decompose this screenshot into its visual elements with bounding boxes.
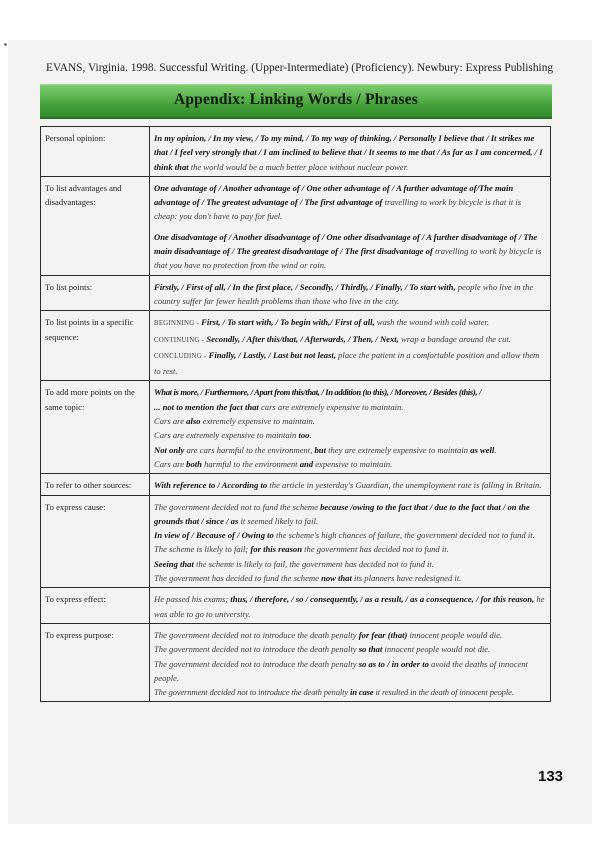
example-line: Cars are also extremely expensive to maintain. <box>154 416 315 427</box>
example-line: Cars are both harmful to the environment and expensive to maintain. <box>154 458 393 469</box>
table-row <box>41 495 551 588</box>
example-line: CONTINUING - Secondly, / After this/that, / Afterwards, / Then, / Next, wrap a bandage around the cut. <box>154 333 511 344</box>
example-line: Not only are cars harmful to the environment, but they are extremely expensive to maintain as well. <box>154 444 497 455</box>
page-number: 133 <box>538 768 564 785</box>
example-line: The government decided not to introduce the death penalty in case it resulted in the death of innocent people. <box>154 687 514 698</box>
example-line: The government decided not to introduce the death penalty so as to / in order to avoid the deaths of innocent people. <box>154 658 528 683</box>
table-row <box>41 588 551 624</box>
category-cell: To add more points on the same topic: <box>41 381 150 474</box>
example-line: Cars are extremely expensive to maintain too. <box>154 430 312 441</box>
example-line: BEGINNING - First, / To start with, / To begin with,/ First of all, wash the wound with cold water. <box>154 317 489 328</box>
example-cell <box>150 127 551 177</box>
example-line: CONCLUDING - Finally, / Lastly, / Last but not least, place the patient in a comfortable position and allow them to rest. <box>154 349 540 377</box>
table-row <box>41 311 551 381</box>
example-line: Firstly, / First of all, / In the first place, / Secondly, / Thirdly, / Finally, / To start with, people who live in the country suffer far fewer health problems than those who live in the city. <box>154 281 534 306</box>
source-citation: EVANS, Virginia. 1998. Successful Writing. (Upper-Intermediate) (Proficiency). Newbury: Express Publishing <box>46 62 554 74</box>
example-line: The government decided not to introduce the death penalty so that innocent people would not die. <box>154 644 491 655</box>
example-line: Seeing that the scheme is likely to fail, the government has decided not to fund it. <box>154 558 434 569</box>
example-line: One disadvantage of / Another disadvantage of / One other disadvantage of / A further disadvantage of / The main disadvantage of / The greatest disadvantage of / The first disadvantage of travelling to work by bicycle is that you have no protection from the wind or rain. <box>154 231 542 271</box>
table-row <box>41 275 551 311</box>
example-line: ... not to mention the fact that cars are extremely expensive to maintain. <box>154 401 404 412</box>
table-row <box>41 381 551 474</box>
table-row <box>41 623 551 701</box>
table-row <box>41 127 551 177</box>
example-line: In view of / Because of / Owing to the scheme's high chances of failure, the government decided not to fund it. <box>154 530 535 541</box>
example-cell <box>150 474 551 495</box>
example-line: With reference to / According to the article in yesterday's Guardian, the unemployment rate is falling in Britain. <box>154 480 542 491</box>
category-cell: To express effect: <box>41 588 150 624</box>
category-cell: To list points: <box>41 275 150 311</box>
category-cell: To express cause: <box>41 495 150 588</box>
example-line: The government has decided to fund the scheme now that its planners have redesigned it. <box>154 573 462 584</box>
category-cell: To express purpose: <box>41 623 150 701</box>
linking-words-table <box>40 126 551 702</box>
table-row <box>41 474 551 495</box>
example-cell <box>150 588 551 624</box>
table-row <box>41 176 551 275</box>
category-cell: To list points in a specific sequence: <box>41 311 150 381</box>
example-line: What is more, / Furthermore, / Apart from this/that, / In addition (to this), / Moreover, / Besides (this), / <box>154 387 482 398</box>
example-cell <box>150 275 551 311</box>
appendix-banner <box>40 84 552 119</box>
corner-mark: ▪ <box>4 40 7 49</box>
example-cell <box>150 176 551 275</box>
example-cell <box>150 623 551 701</box>
category-cell: To refer to other sources: <box>41 474 150 495</box>
example-line: The government decided not to introduce the death penalty for fear (that) innocent people would die. <box>154 629 503 640</box>
example-cell <box>150 381 551 474</box>
example-line: The scheme is likely to fail; for this reason the government has decided not to fund it. <box>154 544 449 555</box>
example-line: One advantage of / Another advantage of / One other advantage of / A further advantage of/The main advantage of / The greatest advantage of / The first advantage of travelling to work by bicycle is that it is cheap: you don't have to pay for fuel. <box>154 182 522 222</box>
example-cell <box>150 495 551 588</box>
category-cell: Personal opinion: <box>41 127 150 177</box>
example-line: He passed his exams; thus, / therefore, / so / consequently, / as a result, / as a consequence, / for this reason, he was able to go to university. <box>154 594 545 619</box>
category-cell: To list advantages and disadvantages: <box>41 176 150 275</box>
appendix-title: Appendix: Linking Words / Phrases <box>173 91 419 108</box>
example-cell <box>150 311 551 381</box>
example-line: The government decided not to fund the scheme because /owing to the fact that / due to the fact that / on the grounds that / since / as it seemed likely to fail. <box>154 501 530 526</box>
example-line: In my opinion, / In my view, / To my mind, / To my way of thinking, / Personally I believe that / It strikes me that / I feel very strongly that / I am inclined to believe that / It seems to me that / As far as I am concerned, / I think that the world would be a much better place without nuclear power. <box>154 133 543 172</box>
